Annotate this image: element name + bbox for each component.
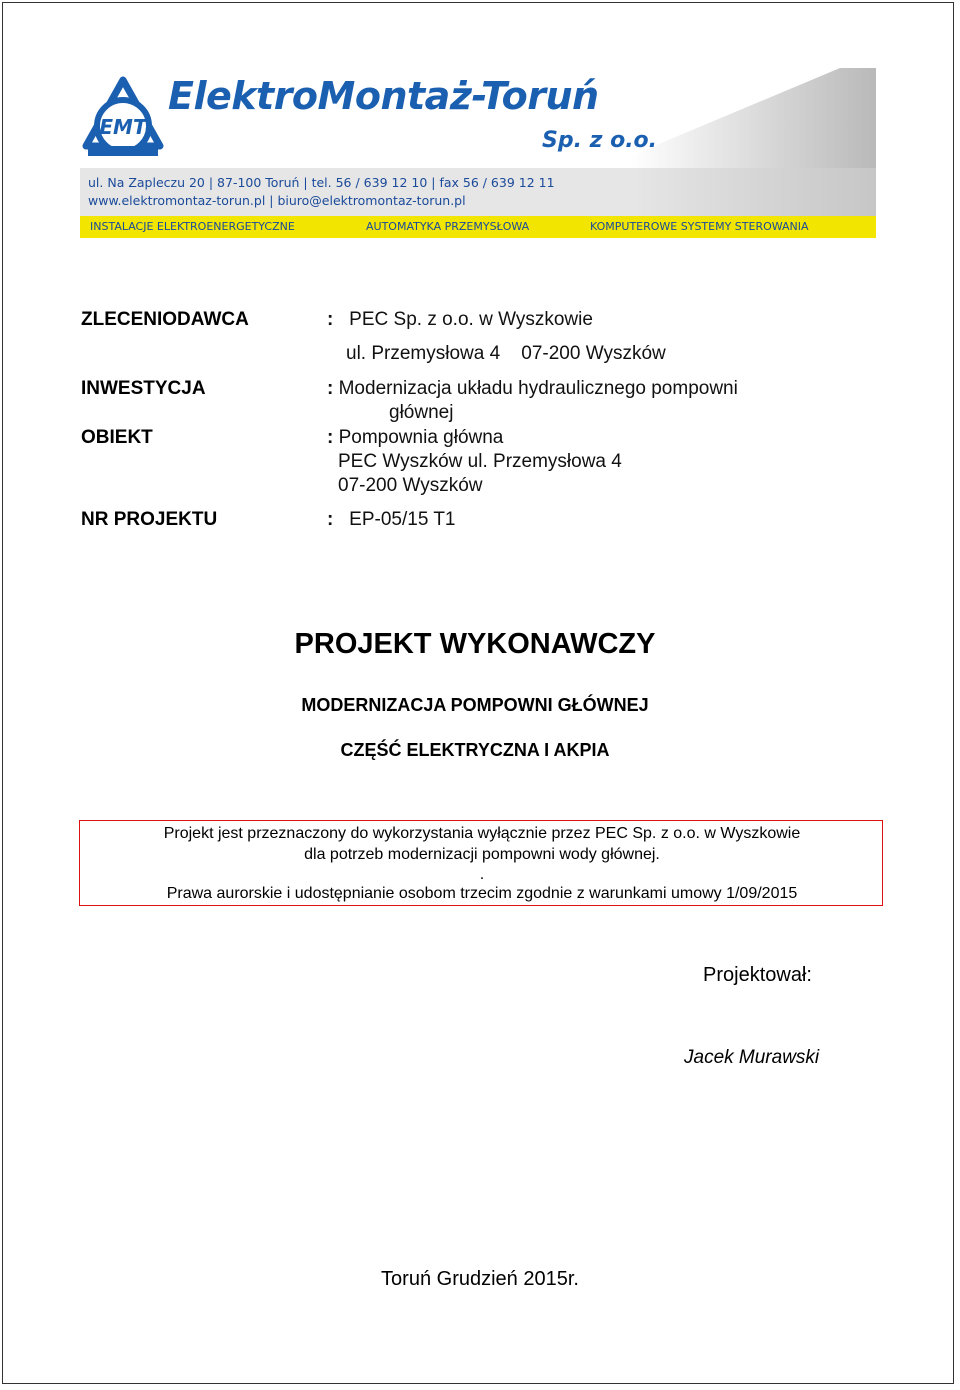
document-subtitle: MODERNIZACJA POMPOWNI GŁÓWNEJ [301,695,649,715]
scope-item: INSTALACJE ELEKTROENERGETYCZNE [90,220,295,233]
object-address-line1: PEC Wyszków ul. Przemysłowa 4 [338,451,622,472]
project-number-label: NR PROJEKTU [81,509,218,530]
client-value [327,309,593,331]
usage-notice-box [79,820,883,906]
letterhead [80,68,876,240]
designer-name: Jacek Murawski [684,1047,820,1068]
object-value [327,427,503,449]
object-label: OBIEKT [81,427,153,448]
logo-emblem-text: EMT [99,115,147,139]
notice-line: Projekt jest przeznaczony do wykorzystania wyłącznie przez PEC Sp. z o.o. w Wyszkowie [163,825,801,842]
client-address: ul. Przemysłowa 4 07-200 Wyszków [346,343,666,364]
notice-line: Prawa aurorskie i udostępnianie osobom trzecim zgodnie z warunkami umowy 1/09/2015 [166,885,798,902]
colon: : [327,509,334,530]
document-section: CZĘŚĆ ELEKTRYCZNA I AKPIA [340,740,610,760]
notice-line: . [479,866,485,883]
client-label: ZLECENIODAWCA [81,309,249,330]
project-number: EP-05/15 T1 [349,509,456,530]
scope-item: KOMPUTEROWE SYSTEMY STEROWANIA [590,220,809,233]
company-name: ElektroMontaż-Toruń [168,74,599,118]
colon: : [327,378,334,399]
investment-label: INWESTYCJA [81,378,206,399]
company-web-email-line: www.elektromontaz-torun.pl | biuro@elektromontaz-torun.pl [88,193,466,208]
notice-line: dla potrzeb modernizacji pompowni wody głównej. [304,846,660,863]
project-number-value [327,509,456,531]
colon: : [327,427,334,448]
investment-value-cont: głównej [389,402,454,423]
company-legal-suffix: Sp. z o.o. [542,128,658,153]
investment-text: Modernizacja układu hydraulicznego pompowni [338,378,738,399]
client-name: PEC Sp. z o.o. w Wyszkowie [349,309,593,330]
company-logo-icon [80,76,166,162]
document-title: PROJEKT WYKONAWCZY [294,628,656,660]
scope-item: AUTOMATYKA PRZEMYSŁOWA [366,220,530,233]
object-text: Pompownia główna [338,427,504,448]
place-and-date: Toruń Grudzień 2015r. [381,1268,579,1290]
company-address-line: ul. Na Zapleczu 20 | 87-100 Toruń | tel. 56 / 639 12 10 | fax 56 / 639 12 11 [88,175,555,190]
object-address-line2: 07-200 Wyszków [338,475,483,496]
colon: : [327,309,334,330]
investment-value [327,378,738,400]
designer-label: Projektował: [703,964,812,986]
